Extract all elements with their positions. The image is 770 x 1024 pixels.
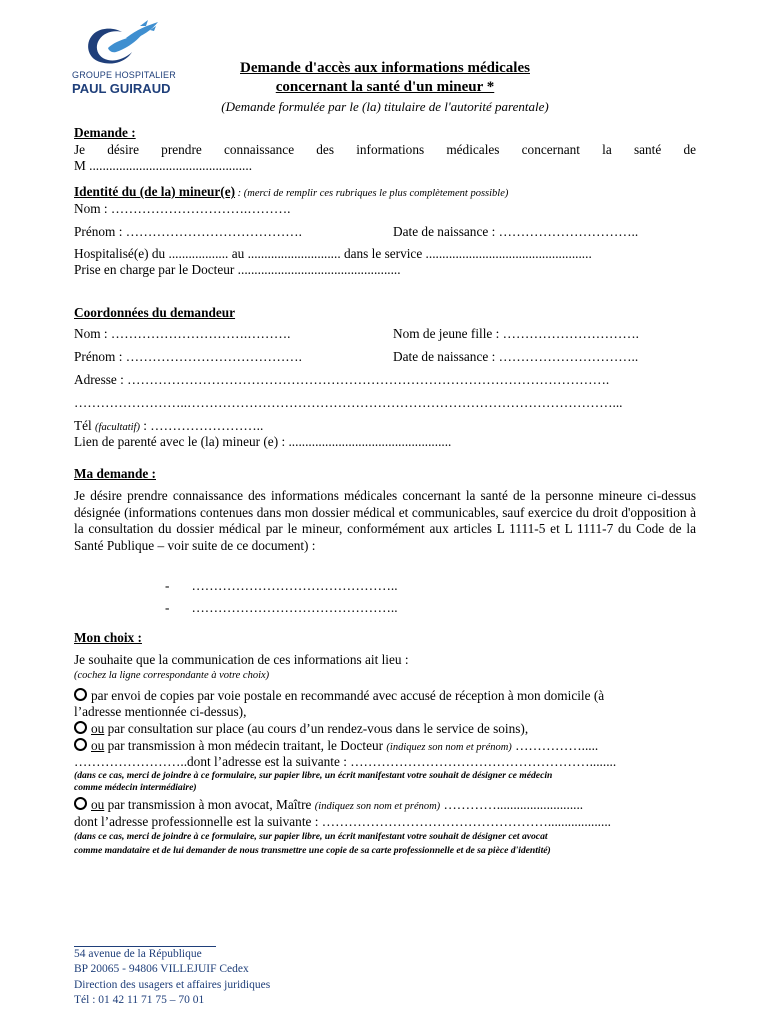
footer-direction: Direction des usagers et affaires juridiques xyxy=(74,979,271,991)
section-heading-mon-choix: Mon choix : xyxy=(74,630,142,645)
footer-address-line1: 54 avenue de la République xyxy=(74,948,202,960)
footer-address-line2: BP 20065 - 94806 VILLEJUIF Cedex xyxy=(74,963,249,975)
demande-line2-field[interactable]: M ................................................. xyxy=(74,158,253,173)
option-avocat-address-field[interactable]: dont l’adresse professionnelle est la suivante : ……………………………………………................... xyxy=(74,814,611,829)
coordonnees-adresse-field[interactable]: Adresse : ………………………………………………………………………………………………. xyxy=(74,372,610,387)
radio-circle-icon[interactable] xyxy=(74,738,87,751)
ma-demande-bullet-1[interactable]: - ……………………………………….. xyxy=(165,578,398,593)
demande-line1: Je désire prendre connaissance des informations médicales concernant la santé de xyxy=(74,142,696,157)
option-avocat-row[interactable]: ou par transmission à mon avocat, Maître (indiquez son nom et prénom) ………….......................... xyxy=(74,797,583,815)
option-consultation-row[interactable]: ou par consultation sur place (au cours d’un rendez-vous dans le service de soins), xyxy=(74,721,528,737)
radio-circle-icon[interactable] xyxy=(74,688,87,701)
footer-phone: Tél : 01 42 11 71 75 – 70 01 xyxy=(74,994,205,1006)
logo-group-text: GROUPE HOSPITALIER xyxy=(72,70,176,80)
identite-prenom-field[interactable]: Prénom : …………………………………. xyxy=(74,224,302,239)
radio-circle-icon[interactable] xyxy=(74,721,87,734)
option-postal-row[interactable]: par envoi de copies par voie postale en recommandé avec accusé de réception à mon domicile (à xyxy=(74,688,604,704)
radio-circle-icon[interactable] xyxy=(74,797,87,810)
option-avocat-note-line2: comme mandataire et de lui demander de nous transmettre une copie de sa carte professionnelle et de sa pièce d'identité) xyxy=(74,845,551,856)
identite-heading-row xyxy=(74,184,508,202)
section-heading-coordonnees: Coordonnées du demandeur xyxy=(74,305,236,320)
coordonnees-adresse-line2-field[interactable]: ……………………..……………………………………………………………………………………... xyxy=(74,395,623,410)
section-heading-identite: Identité du (de la) mineur(e) xyxy=(74,184,236,199)
identite-date-naissance-field[interactable]: Date de naissance : ………………………….. xyxy=(393,224,639,239)
identite-hospitalise-field[interactable]: Hospitalisé(e) du .................. au ............................ dans le service .................................................. xyxy=(74,246,592,261)
option-postal-line2: l’adresse mentionnée ci-dessus), xyxy=(74,704,247,719)
footer-separator xyxy=(74,946,216,947)
identite-prise-en-charge-field[interactable]: Prise en charge par le Docteur ................................................. xyxy=(74,262,401,277)
mon-choix-intro-note: (cochez la ligne correspondante à votre choix) xyxy=(74,670,270,681)
option-medecin-note-line2: comme médecin intermédiaire) xyxy=(74,782,197,793)
section-heading-demande: Demande : xyxy=(74,125,136,140)
coordonnees-date-naissance-field[interactable]: Date de naissance : ………………………….. xyxy=(393,349,639,364)
ma-demande-bullet-2[interactable]: - ……………………………………….. xyxy=(165,600,398,615)
option-medecin-address-field[interactable]: ……………………..dont l’adresse est la suivante : ………………………………………………........ xyxy=(74,754,617,769)
document-subtitle: (Demande formulée par le (la) titulaire de l'autorité parentale) xyxy=(221,99,549,114)
option-medecin-note-line1: (dans ce cas, merci de joindre à ce formulaire, sur papier libre, un écrit manifestant votre souhait de désigner ce médecin xyxy=(74,770,553,781)
identite-note: : (merci de remplir ces rubriques le plus complètement possible) xyxy=(235,188,509,199)
document-title-line1: Demande d'accès aux informations médicales xyxy=(240,60,530,76)
coordonnees-tel-row[interactable]: Tél (facultatif) : …………………….. xyxy=(74,418,264,433)
identite-nom-field[interactable]: Nom : ………………………….………. xyxy=(74,201,291,216)
option-medecin-row[interactable]: ou par transmission à mon médecin traitant, le Docteur (indiquez son nom et prénom) ……………..... xyxy=(74,738,598,756)
ma-demande-paragraph: Je désire prendre connaissance des informations médicales concernant la santé de la personne mineure ci-dessus désignée (informations contenues dans mon dossier médical et communicables, sauf exercice du droit d'opposition à la consultation du dossier médical par le mineur, conformément aux articles L 1111-5 et L 1111-7 du Code de la Santé Publique – voir suite de ce document) : xyxy=(74,488,696,553)
coordonnees-nom-jeune-fille-field[interactable]: Nom de jeune fille : …………………………. xyxy=(393,326,639,341)
coordonnees-lien-field[interactable]: Lien de parenté avec le (la) mineur (e) : ................................................. xyxy=(74,434,452,449)
coordonnees-nom-field[interactable]: Nom : ………………………….………. xyxy=(74,326,291,341)
document-title-line2: concernant la santé d'un mineur * xyxy=(275,79,495,95)
section-heading-ma-demande: Ma demande : xyxy=(74,466,156,481)
coordonnees-prenom-field[interactable]: Prénom : …………………………………. xyxy=(74,349,302,364)
logo-hospital-name: PAUL GUIRAUD xyxy=(72,81,171,96)
option-avocat-note-line1: (dans ce cas, merci de joindre à ce formulaire, sur papier libre, un écrit manifestant votre souhait de désigner cet avocat xyxy=(74,831,548,842)
mon-choix-intro: Je souhaite que la communication de ces informations ait lieu : xyxy=(74,652,409,667)
